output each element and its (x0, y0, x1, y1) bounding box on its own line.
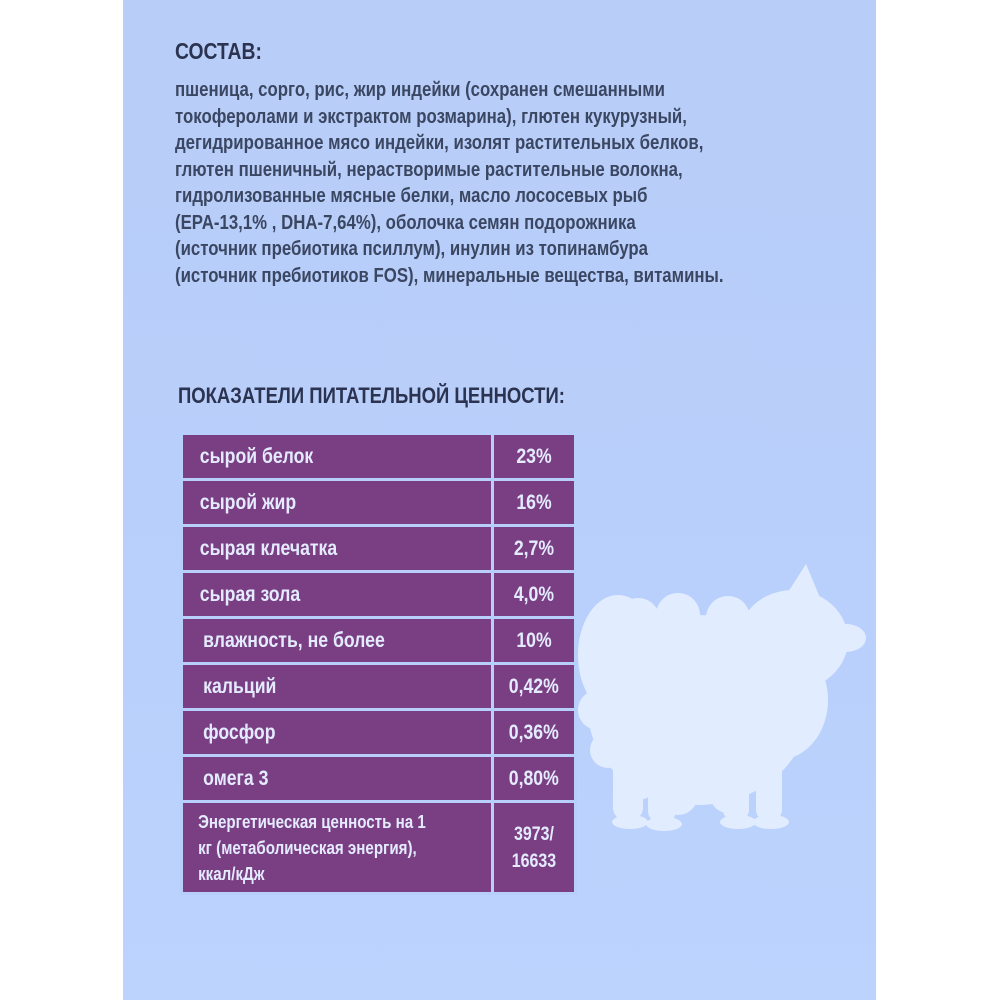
nutrient-value-cell (493, 618, 576, 664)
nutrient-value: 0,42% (508, 674, 560, 698)
nutrient-value: 0,80% (508, 766, 560, 790)
nutrient-name-cell (182, 572, 493, 618)
nutrient-name: фосфор (203, 720, 276, 744)
nutrient-value: 23% (516, 444, 552, 468)
nutrient-name: сырая клечатка (199, 536, 338, 560)
energy-name-cell (182, 802, 493, 894)
composition-line: токоферолами и экстрактом розмарина), глютен кукурузный, (175, 105, 687, 128)
composition-heading: СОСТАВ: (175, 38, 262, 64)
nutrient-name: сырой белок (199, 444, 314, 468)
nutrient-name-cell (182, 434, 493, 480)
pomeranian-dog-silhouette-icon (578, 560, 868, 840)
energy-name: Энергетическая ценность на 1 кг (метаболическая энергия), ккал/кДж (198, 811, 426, 884)
nutrient-value: 0,36% (508, 720, 560, 744)
product-panel (123, 0, 876, 1000)
nutrition-heading: ПОКАЗАТЕЛИ ПИТАТЕЛЬНОЙ ЦЕННОСТИ: (178, 383, 565, 408)
nutrient-name: сырой жир (199, 490, 297, 514)
nutrient-name-cell (182, 618, 493, 664)
nutrient-value-cell (493, 710, 576, 756)
nutrition-row (182, 618, 576, 664)
nutrient-name: влажность, не более (203, 628, 385, 652)
composition-line: (EPA-13,1% , DHA-7,64%), оболочка семян подорожника (175, 211, 636, 234)
nutrient-name-cell (182, 526, 493, 572)
nutrition-row (182, 526, 576, 572)
composition-line: глютен пшеничный, нерастворимые растительные волокна, (175, 158, 683, 181)
composition-line: (источник пребиотика псиллум), инулин из топинамбура (175, 238, 648, 260)
energy-row (182, 802, 576, 894)
nutrient-value: 4,0% (513, 582, 555, 606)
nutrient-value: 10% (516, 628, 552, 652)
nutrient-name: кальций (203, 674, 277, 698)
composition-line: гидролизованные мясные белки, масло лососевых рыб (175, 185, 648, 207)
nutrient-value-cell (493, 526, 576, 572)
nutrition-row (182, 756, 576, 802)
nutrient-name: сырая зола (199, 582, 301, 606)
nutrient-value-cell (493, 434, 576, 480)
nutrient-value-cell (493, 480, 576, 526)
nutrition-table (180, 432, 577, 895)
nutrient-value-cell (493, 572, 576, 618)
nutrient-name: омега 3 (203, 766, 269, 790)
nutrition-row (182, 710, 576, 756)
composition-line: (источник пребиотиков FOS), минеральные вещества, витамины. (175, 264, 724, 287)
nutrition-row (182, 480, 576, 526)
nutrient-value-cell (493, 756, 576, 802)
composition-line: пшеница, сорго, рис, жир индейки (сохранен смешанными (175, 79, 665, 101)
composition-line: дегидрированное мясо индейки, изолят растительных белков, (175, 132, 704, 154)
nutrient-name-cell (182, 480, 493, 526)
dog-silhouette-shape (578, 564, 866, 831)
nutrient-name-cell (182, 756, 493, 802)
composition-text (175, 77, 822, 289)
nutrient-value: 2,7% (513, 536, 555, 560)
nutrient-value-cell (493, 664, 576, 710)
energy-value: 3973/ 16633 (511, 823, 557, 872)
nutrient-name-cell (182, 664, 493, 710)
nutrient-value: 16% (516, 490, 552, 514)
nutrition-row (182, 434, 576, 480)
nutrient-name-cell (182, 710, 493, 756)
energy-value-cell (493, 802, 576, 894)
nutrition-row (182, 664, 576, 710)
nutrition-row (182, 572, 576, 618)
